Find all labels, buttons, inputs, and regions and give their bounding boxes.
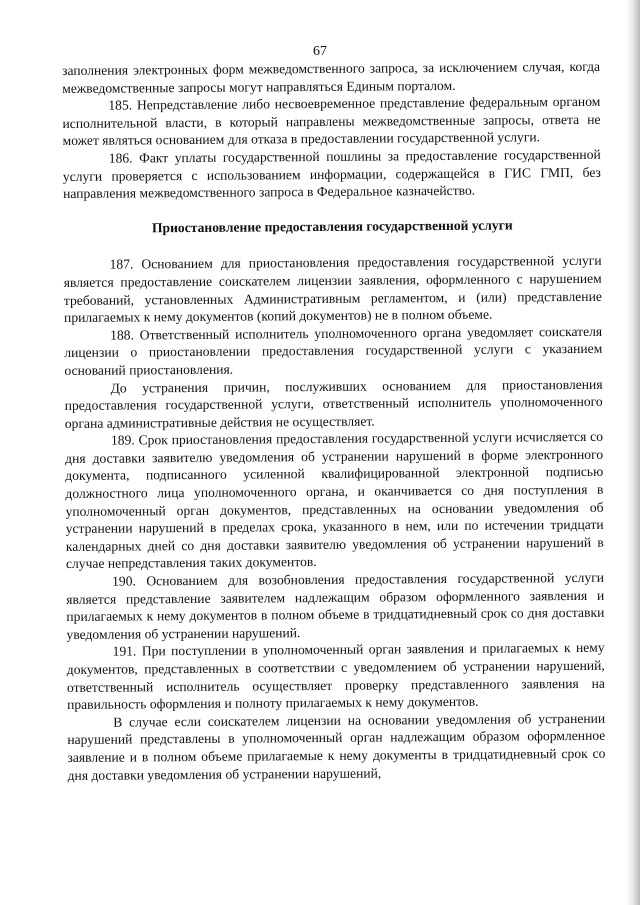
paragraph-186: 186. Факт уплаты государственной пошлины за предоставление государственной услуги проверяется с использованием информации, содержащейся в ГИС ГМП, без направления межведомственного запроса в Федеральное казначейство.: [62, 146, 601, 202]
paragraph-190: 190. Основанием для возобновления предоставления государственной услуги является представление заявителем надлежащим образом оформленного заявления и прилагаемых к нему документов в полном объеме в тридцатидневный срок со дня доставки уведомления об устранении нарушений.: [66, 569, 605, 642]
paragraph-189: 189. Срок приостановления предоставления государственной услуги исчисляется со дня доставки заявителю уведомления об устранении нарушений в форме электронного документа, подписанного усиленной квалифицированной электронной подписью должностного лица уполномоченного органа, и оканчивается со дня поступления в уполномоченный орган документов, представленных на основании уведомления об устранении нарушений в пределах срока, указанного в нем, или по истечении тридцати календарных дней со дня доставки заявителю уведомления об устранении нарушений в случае непредставления таких документов.: [65, 429, 604, 572]
paragraph-191: 191. При поступлении в уполномоченный орган заявления и прилагаемых к нему документов, представленных в соответствии с уведомлением об устранении нарушений, ответственный исполнитель осуществляет проверку представленного заявления на правильность оформления и полноту прилагаемых к нему документов.: [66, 640, 605, 713]
paragraph-188-continued: До устранения причин, послуживших основанием для приостановления предоставления государственной услуги, ответственный исполнитель уполномоченного органа административные действия не осуществляет.: [64, 376, 603, 431]
page-number: 67: [313, 44, 327, 59]
paragraph-191-continued: В случае если соискателем лицензии на основании уведомления об устранении нарушений представлены в уполномоченный орган надлежащим образом оформленное заявление и в полном объеме прилагаемые к нему документы в тридцатидневный срок со дня доставки уведомления об устранении нарушений,: [67, 710, 606, 783]
paragraph-187: 187. Основанием для приостановления предоставления государственной услуги является предоставление соискателем лицензии заявления, оформленного с нарушением требований, установленных Административным регламентом, и (или) представление прилагаемых к нему документов (копий документов) не в полном объеме.: [63, 253, 602, 326]
paragraph-185: 185. Непредставление либо несвоевременное представление федеральным органом исполнительной власти, в который направлены межведомственные запросы, ответа не может являться основанием для отказа в предоставлении государственной услуги.: [62, 93, 601, 149]
paragraph-188: 188. Ответственный исполнитель уполномоченного органа уведомляет соискателя лицензии о приостановлении предоставления государственной услуги с указанием оснований приостановления.: [64, 323, 603, 378]
paragraph-continuation: заполнения электронных форм межведомственного запроса, за исключением случая, когда межведомственные запросы могут направляться Единым порталом.: [62, 58, 601, 96]
document-body: [62, 58, 606, 784]
scan-page-edge: [626, 0, 640, 905]
section-heading: Приостановление предоставления государственной услуги: [151, 217, 513, 236]
